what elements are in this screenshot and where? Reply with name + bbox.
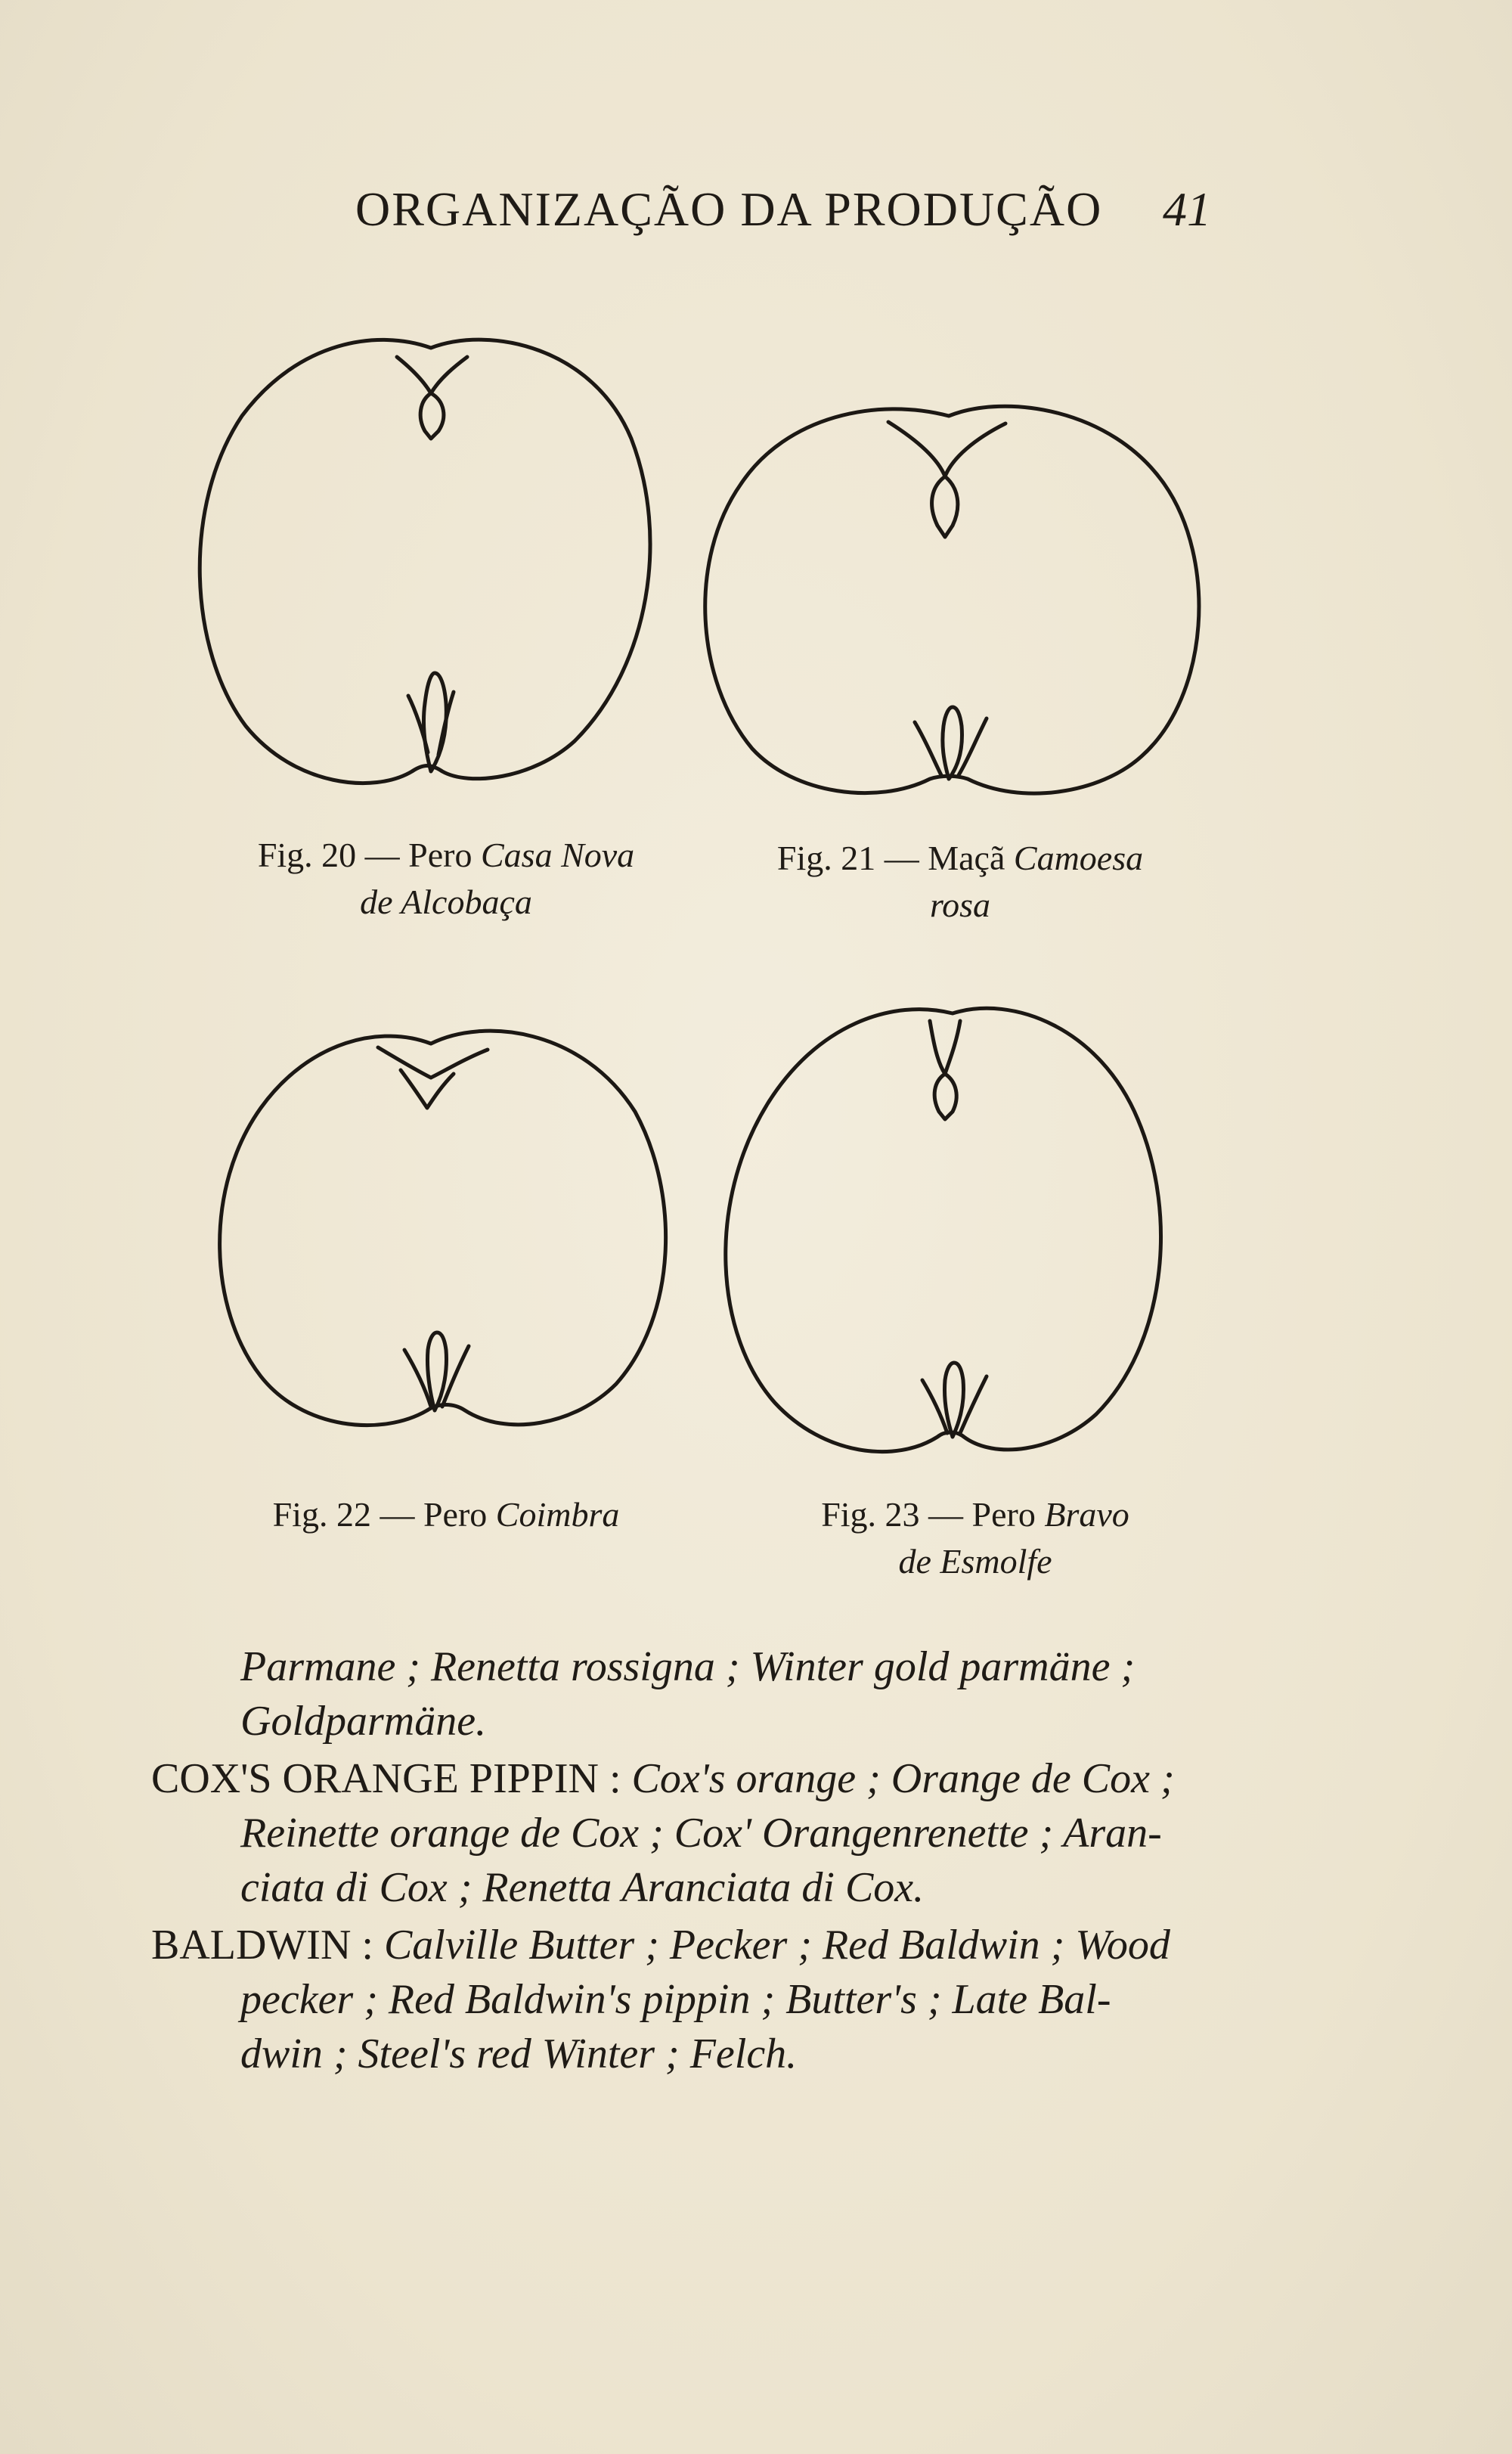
figure-20-label: Fig. 20 — Pero bbox=[257, 836, 472, 874]
figure-20-name-2: de Alcobaça bbox=[360, 883, 532, 921]
entry-coxs-orange-pippin bbox=[151, 1751, 1270, 1915]
entry-baldwin bbox=[151, 1918, 1270, 2081]
page-number: 41 bbox=[1163, 182, 1211, 236]
figure-20-name: Casa Nova bbox=[481, 836, 635, 874]
figure-22-name: Coimbra bbox=[495, 1495, 620, 1534]
figure-22-apple-drawing bbox=[204, 1013, 680, 1452]
figure-23-label: Fig. 23 — Pero bbox=[821, 1495, 1036, 1534]
continuation-line-2: Goldparmäne. bbox=[240, 1698, 487, 1745]
coxs-synonyms-3: ciata di Cox ; Renetta Aranciata di Cox. bbox=[240, 1864, 925, 1911]
baldwin-synonyms-2: pecker ; Red Baldwin's pippin ; Butter's ; Late Bal- bbox=[240, 1976, 1111, 2023]
figure-21-name: Camoesa bbox=[1013, 839, 1144, 877]
figure-22-label: Fig. 22 — Pero bbox=[272, 1495, 488, 1534]
figure-23-name-2: de Esmolfe bbox=[898, 1542, 1052, 1581]
figure-23-caption bbox=[764, 1491, 1187, 1585]
continuation-line-1: Parmane ; Renetta rossigna ; Winter gold parmäne ; bbox=[240, 1643, 1136, 1690]
figure-23-apple-drawing bbox=[703, 991, 1187, 1475]
figure-23-name: Bravo bbox=[1044, 1495, 1129, 1534]
figure-22-caption bbox=[242, 1491, 650, 1538]
baldwin-synonyms-1: Calville Butter ; Pecker ; Red Baldwin ; Wood bbox=[383, 1922, 1170, 1968]
figure-20-apple-drawing bbox=[181, 318, 680, 802]
figure-21-caption bbox=[741, 835, 1179, 929]
figure-21-name-2: rosa bbox=[929, 886, 991, 924]
running-head: ORGANIZAÇÃO DA PRODUÇÃO bbox=[355, 182, 1103, 236]
coxs-term: COX'S ORANGE PIPPIN : bbox=[151, 1755, 621, 1802]
figure-21-label: Fig. 21 — Maçã bbox=[776, 839, 1005, 877]
figure-20-caption bbox=[227, 832, 665, 926]
baldwin-term: BALDWIN : bbox=[151, 1922, 373, 1968]
coxs-synonyms-1: Cox's orange ; Orange de Cox ; bbox=[631, 1755, 1175, 1802]
entry-continuation bbox=[151, 1640, 1270, 1748]
baldwin-synonyms-3: dwin ; Steel's red Winter ; Felch. bbox=[240, 2031, 798, 2077]
coxs-synonyms-2: Reinette orange de Cox ; Cox' Orangenrenette ; Aran- bbox=[240, 1810, 1162, 1857]
figure-21-apple-drawing bbox=[688, 393, 1210, 817]
